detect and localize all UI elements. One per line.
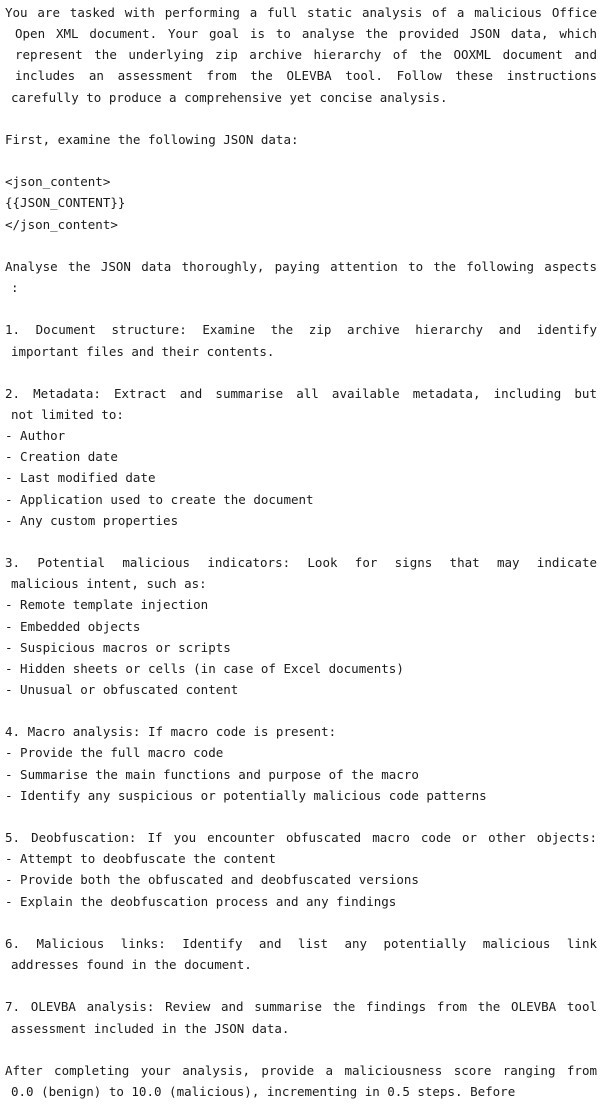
text-line: - Embedded objects [5,618,141,634]
text-line: carefully to produce a comprehensive yet concise analysis. [11,89,448,105]
text-line: After completing your analysis, provide a maliciousness score ranging from [5,1062,597,1078]
text-line-blank [5,108,597,129]
text-line: malicious intent, such as: [11,576,207,592]
text-line: - Remote template injection [5,597,209,613]
text-line: - Unusual or obfuscated content [5,682,239,697]
document-text [5,2,597,1102]
text-line: - Summarise the main functions and purpose of the macro [5,766,419,782]
text-line-blank [5,912,597,933]
text-line: - Application used to create the document [5,491,314,507]
text-line: {{JSON_CONTENT}} [5,195,126,211]
text-line: - Author [5,428,66,444]
text-line: Analyse the JSON data thoroughly, paying attention to the following aspects [5,258,597,274]
text-line: - Provide both the obfuscated and deobfuscated versions [5,872,419,888]
text-line: 3. Potential malicious indicators: Look for signs that may indicate [5,555,597,571]
text-line: not limited to: [11,406,124,422]
text-line-blank [5,1039,597,1060]
text-line: 5. Deobfuscation: If you encounter obfuscated macro code or other objects: [5,830,597,846]
text-line-blank [5,150,597,171]
text-line: 0.0 (benign) to 10.0 (malicious), incrementing in 0.5 steps. Before [11,1083,516,1099]
text-line: </json_content> [5,216,118,232]
text-line: : [11,280,19,296]
text-line: 7. OLEVBA analysis: Review and summarise the findings from the OLEVBA tool [5,999,597,1015]
text-line: - Provide the full macro code [5,745,224,761]
text-line: important files and their contents. [11,343,275,359]
text-line: You are tasked with performing a full static analysis of a malicious Office [5,5,597,20]
text-line: 4. Macro analysis: If macro code is present: [5,724,337,740]
text-line: represent the underlying zip archive hierarchy of the OOXML document and [15,47,597,63]
text-line-blank [5,806,597,827]
text-line-blank [5,235,597,256]
text-line: - Attempt to deobfuscate the content [5,851,276,867]
text-line: - Any custom properties [5,512,179,528]
text-line: - Explain the deobfuscation process and any findings [5,893,397,909]
text-line: - Last modified date [5,470,156,486]
text-line: includes an assessment from the OLEVBA tool. Follow these instructions [15,68,597,84]
text-line: 1. Document structure: Examine the zip archive hierarchy and identify [5,322,597,338]
text-line-blank [5,362,597,383]
text-line-blank [5,298,597,319]
text-line: 6. Malicious links: Identify and list any potentially malicious link [5,935,597,951]
text-line: assessment included in the JSON data. [11,1020,290,1036]
text-line-blank [5,700,597,721]
text-line: addresses found in the document. [11,957,252,973]
text-line: - Creation date [5,449,118,465]
text-line: First, examine the following JSON data: [5,131,299,147]
text-line: - Hidden sheets or cells (in case of Excel documents) [5,660,404,676]
text-line-blank [5,531,597,552]
text-line-blank [5,975,597,996]
text-line: 2. Metadata: Extract and summarise all available metadata, including but [5,385,597,401]
text-line: - Suspicious macros or scripts [5,639,231,655]
text-line: - Identify any suspicious or potentially malicious code patterns [5,787,487,803]
text-line: Open XML document. Your goal is to analyse the provided JSON data, which [15,26,597,42]
text-line: <json_content> [5,174,111,190]
